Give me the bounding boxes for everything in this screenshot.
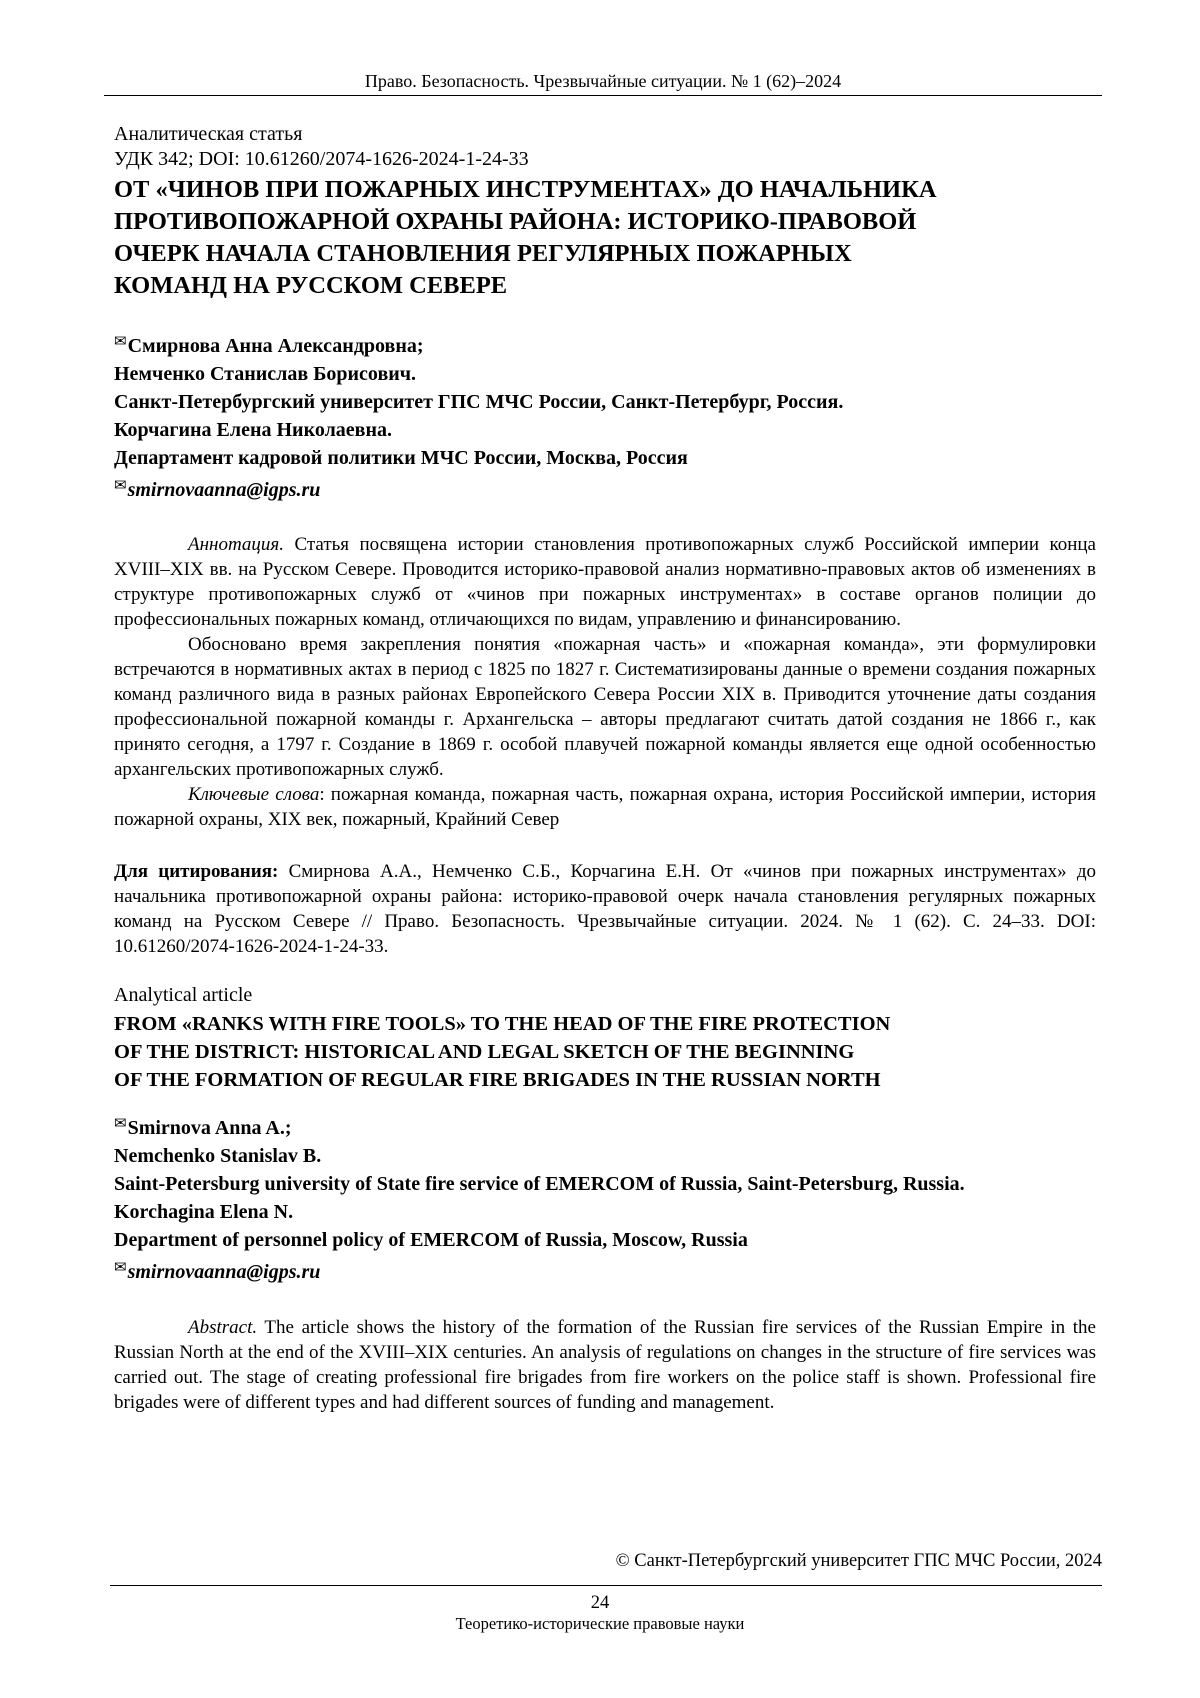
abstract-label: Abstract. [188,1317,258,1338]
author-line [114,328,1096,360]
authors-block-en [114,1110,1096,1286]
author-email[interactable]: smirnovaanna@igps.ru [127,1261,321,1283]
title-en-line: FROM «RANKS WITH FIRE TOOLS» TO THE HEAD OF THE FIRE PROTECTION [114,1013,891,1035]
annotation-paragraph: Обосновано время закрепления понятия «пожарная часть» и «пожарная команда», эти формулировки встречаются в нормативных актах в период с 1825 по 1827 г. Систематизированы данные о времени создания пожарных команд различного вида в разных районах Европейского Севера России XIX в. Приводится уточнение даты создания профессиональной пожарной команды г. Архангельска – авторы предлагают считать датой создания не 1866 г., как принято сегодня, а 1797 г. Создание в 1869 г. особой плавучей пожарной команды является еще одной особенностью архангельских противопожарных служб. [114,634,1096,780]
abstract-paragraph [114,1315,1096,1415]
article-title-ru [114,174,1096,302]
envelope-icon: ✉ [114,334,127,350]
footer-rule [110,1585,1102,1586]
annotation-paragraph [114,532,1096,632]
envelope-icon: ✉ [114,1116,127,1132]
author-line [114,1110,1096,1142]
title-ru-line: КОМАНД НА РУССКОМ СЕВЕРЕ [114,272,508,299]
citation-text: Смирнова А.А., Немченко С.Б., Корчагина Е.Н. От «чинов при пожарных инструментах» до начальника противопожарной охраны района: историко-правовой очерк начала становления регулярных пожарных команд на Русском Севере // Право. Безопасность. Чрезвычайные ситуации. 2024. № 1 (62). С. 24–33. DOI: 10.61260/2074-1626-2024-1-24-33. [114,861,1097,957]
journal-section-name: Теоретико-исторические правовые науки [455,1614,745,1633]
header-rule [104,95,1102,96]
keywords-paragraph [114,782,1096,832]
authors-block-ru [114,328,1096,504]
abstract-en [114,1315,1096,1415]
author-affiliation: Санкт-Петербургский университет ГПС МЧС России, Санкт-Петербург, Россия. [114,391,844,413]
title-ru-line: ПРОТИВОПОЖАРНОЙ ОХРАНЫ РАЙОНА: ИСТОРИКО-ПРАВОВОЙ [114,208,917,235]
annotation-ru [114,532,1096,832]
copyright-notice: © Санкт-Петербургский университет ГПС МЧС России, 2024 [615,1551,1102,1571]
udc-doi: УДК 342; DOI: 10.61260/2074-1626-2024-1-24-33 [114,148,529,170]
author-affiliation: Департамент кадровой политики МЧС России, Москва, Россия [114,447,688,469]
title-ru-line: ОТ «ЧИНОВ ПРИ ПОЖАРНЫХ ИНСТРУМЕНТАХ» ДО НАЧАЛЬНИКА [114,176,937,203]
author-name: Nemchenko Stanislav B. [114,1145,322,1167]
author-name: Корчагина Елена Николаевна. [114,419,392,441]
citation-label: Для цитирования: [114,861,279,882]
journal-running-header: Право. Безопасность. Чрезвычайные ситуации. № 1 (62)–2024 [364,71,842,91]
email-line [114,1254,1096,1286]
envelope-icon: ✉ [114,478,127,494]
annotation-label: Аннотация. [188,534,284,555]
annotation-text: Статья посвящена истории становления противопожарных служб Российской империи конца XVIII–XIX вв. на Русском Севере. Проводится историко-правовой анализ нормативно-правовых актов об изменениях в структуре противопожарных служб от «чинов при пожарных инструментах» в составе органов полиции до профессиональных пожарных команд, отличающихся по видам, управлению и финансированию. [114,534,1096,630]
envelope-icon: ✉ [114,1260,127,1276]
article-type-ru: Аналитическая статья [114,123,303,145]
keywords-text: : пожарная команда, пожарная часть, пожарная охрана, история Российской империи, история пожарной охраны, XIX век, пожарный, Крайний Север [114,784,1096,830]
article-title-en [114,1010,1096,1094]
author-name: Смирнова Анна Александровна; [127,335,424,357]
title-en-line: OF THE DISTRICT: HISTORICAL AND LEGAL SKETCH OF THE BEGINNING [114,1041,855,1063]
article-type-en: Analytical article [114,984,253,1006]
title-en-line: OF THE FORMATION OF REGULAR FIRE BRIGADES IN THE RUSSIAN NORTH [114,1069,881,1091]
author-name: Smirnova Anna A.; [127,1117,292,1139]
author-affiliation: Department of personnel policy of EMERCOM of Russia, Moscow, Russia [114,1229,748,1251]
keywords-label: Ключевые слова [188,784,320,805]
author-name: Немченко Станислав Борисович. [114,363,417,385]
abstract-text: The article shows the history of the formation of the Russian fire services of the Russian Empire in the Russian North at the end of the XVIII–XIX centuries. An analysis of regulations on changes in the structure of fire services was carried out. The stage of creating professional fire brigades from fire workers on the police staff is shown. Professional fire brigades were of different types and had different sources of funding and management. [114,1317,1096,1413]
article-content [114,122,1096,1415]
citation-block [114,859,1096,959]
author-name: Korchagina Elena N. [114,1201,294,1223]
email-line [114,472,1096,504]
author-affiliation: Saint-Petersburg university of State fire service of EMERCOM of Russia, Saint-Petersburg, Russia. [114,1173,965,1195]
title-ru-line: ОЧЕРК НАЧАЛА СТАНОВЛЕНИЯ РЕГУЛЯРНЫХ ПОЖАРНЫХ [114,240,852,267]
author-email[interactable]: smirnovaanna@igps.ru [127,479,321,501]
page-number: 24 [590,1593,610,1613]
